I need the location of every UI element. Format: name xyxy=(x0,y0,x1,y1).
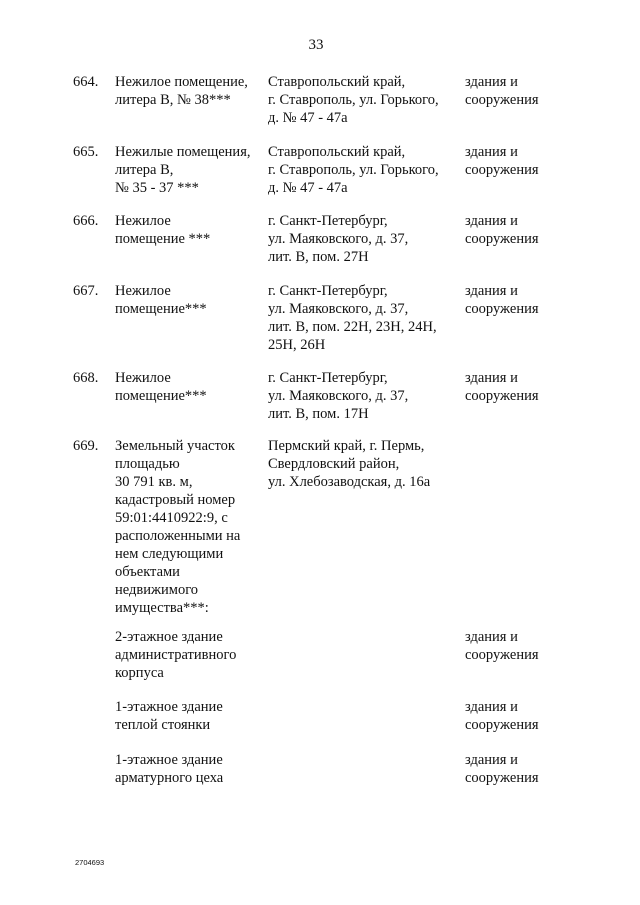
object-type: здания и сооружения xyxy=(465,144,539,178)
object-type: здания и сооружения xyxy=(465,629,539,663)
address: Ставропольский край, г. Ставрополь, ул. Горького, д. № 47 - 47а xyxy=(268,74,439,126)
page-number: 33 xyxy=(308,37,324,53)
object-name: Нежилое помещение, литера В, № 38*** xyxy=(115,74,248,108)
object-name: Нежилое помещение*** xyxy=(115,370,207,404)
object-type: здания и сооружения xyxy=(465,699,539,733)
sub-item-name: 1-этажное здание теплой стоянки xyxy=(115,699,223,733)
row-number: 665. xyxy=(73,144,99,160)
object-name: Нежилое помещение*** xyxy=(115,283,207,317)
address: г. Санкт-Петербург, ул. Маяковского, д. 37, лит. В, пом. 27Н xyxy=(268,213,409,265)
object-type: здания и сооружения xyxy=(465,752,539,786)
address: г. Санкт-Петербург, ул. Маяковского, д. 37, лит. В, пом. 22Н, 23Н, 24Н, 25Н, 26Н xyxy=(268,283,437,353)
object-type: здания и сооружения xyxy=(465,283,539,317)
sub-item-name: 2-этажное здание административного корпуса xyxy=(115,629,237,681)
row-number: 669. xyxy=(73,438,99,454)
sub-item-name: 1-этажное здание арматурного цеха xyxy=(115,752,224,786)
address: Пермский край, г. Пермь, Свердловский район, ул. Хлебозаводская, д. 16а xyxy=(268,438,431,490)
object-type: здания и сооружения xyxy=(465,74,539,108)
row-number: 666. xyxy=(73,213,99,229)
object-name: Нежилое помещение *** xyxy=(115,213,211,247)
address: г. Санкт-Петербург, ул. Маяковского, д. 37, лит. В, пом. 17Н xyxy=(268,370,409,422)
row-number: 667. xyxy=(73,283,99,299)
object-name: Нежилые помещения, литера В, № 35 - 37 *** xyxy=(115,144,251,196)
document-code: 2704693 xyxy=(75,858,105,867)
address: Ставропольский край, г. Ставрополь, ул. Горького, д. № 47 - 47а xyxy=(268,144,439,196)
object-name: Земельный участок площадью 30 791 кв. м, кадастровый номер 59:01:4410922:9, с расположенными на нем следующими объектами недвижимого имущества***: xyxy=(115,438,241,616)
row-number: 668. xyxy=(73,370,99,386)
object-type: здания и сооружения xyxy=(465,213,539,247)
object-type: здания и сооружения xyxy=(465,370,539,404)
row-number: 664. xyxy=(73,74,99,90)
